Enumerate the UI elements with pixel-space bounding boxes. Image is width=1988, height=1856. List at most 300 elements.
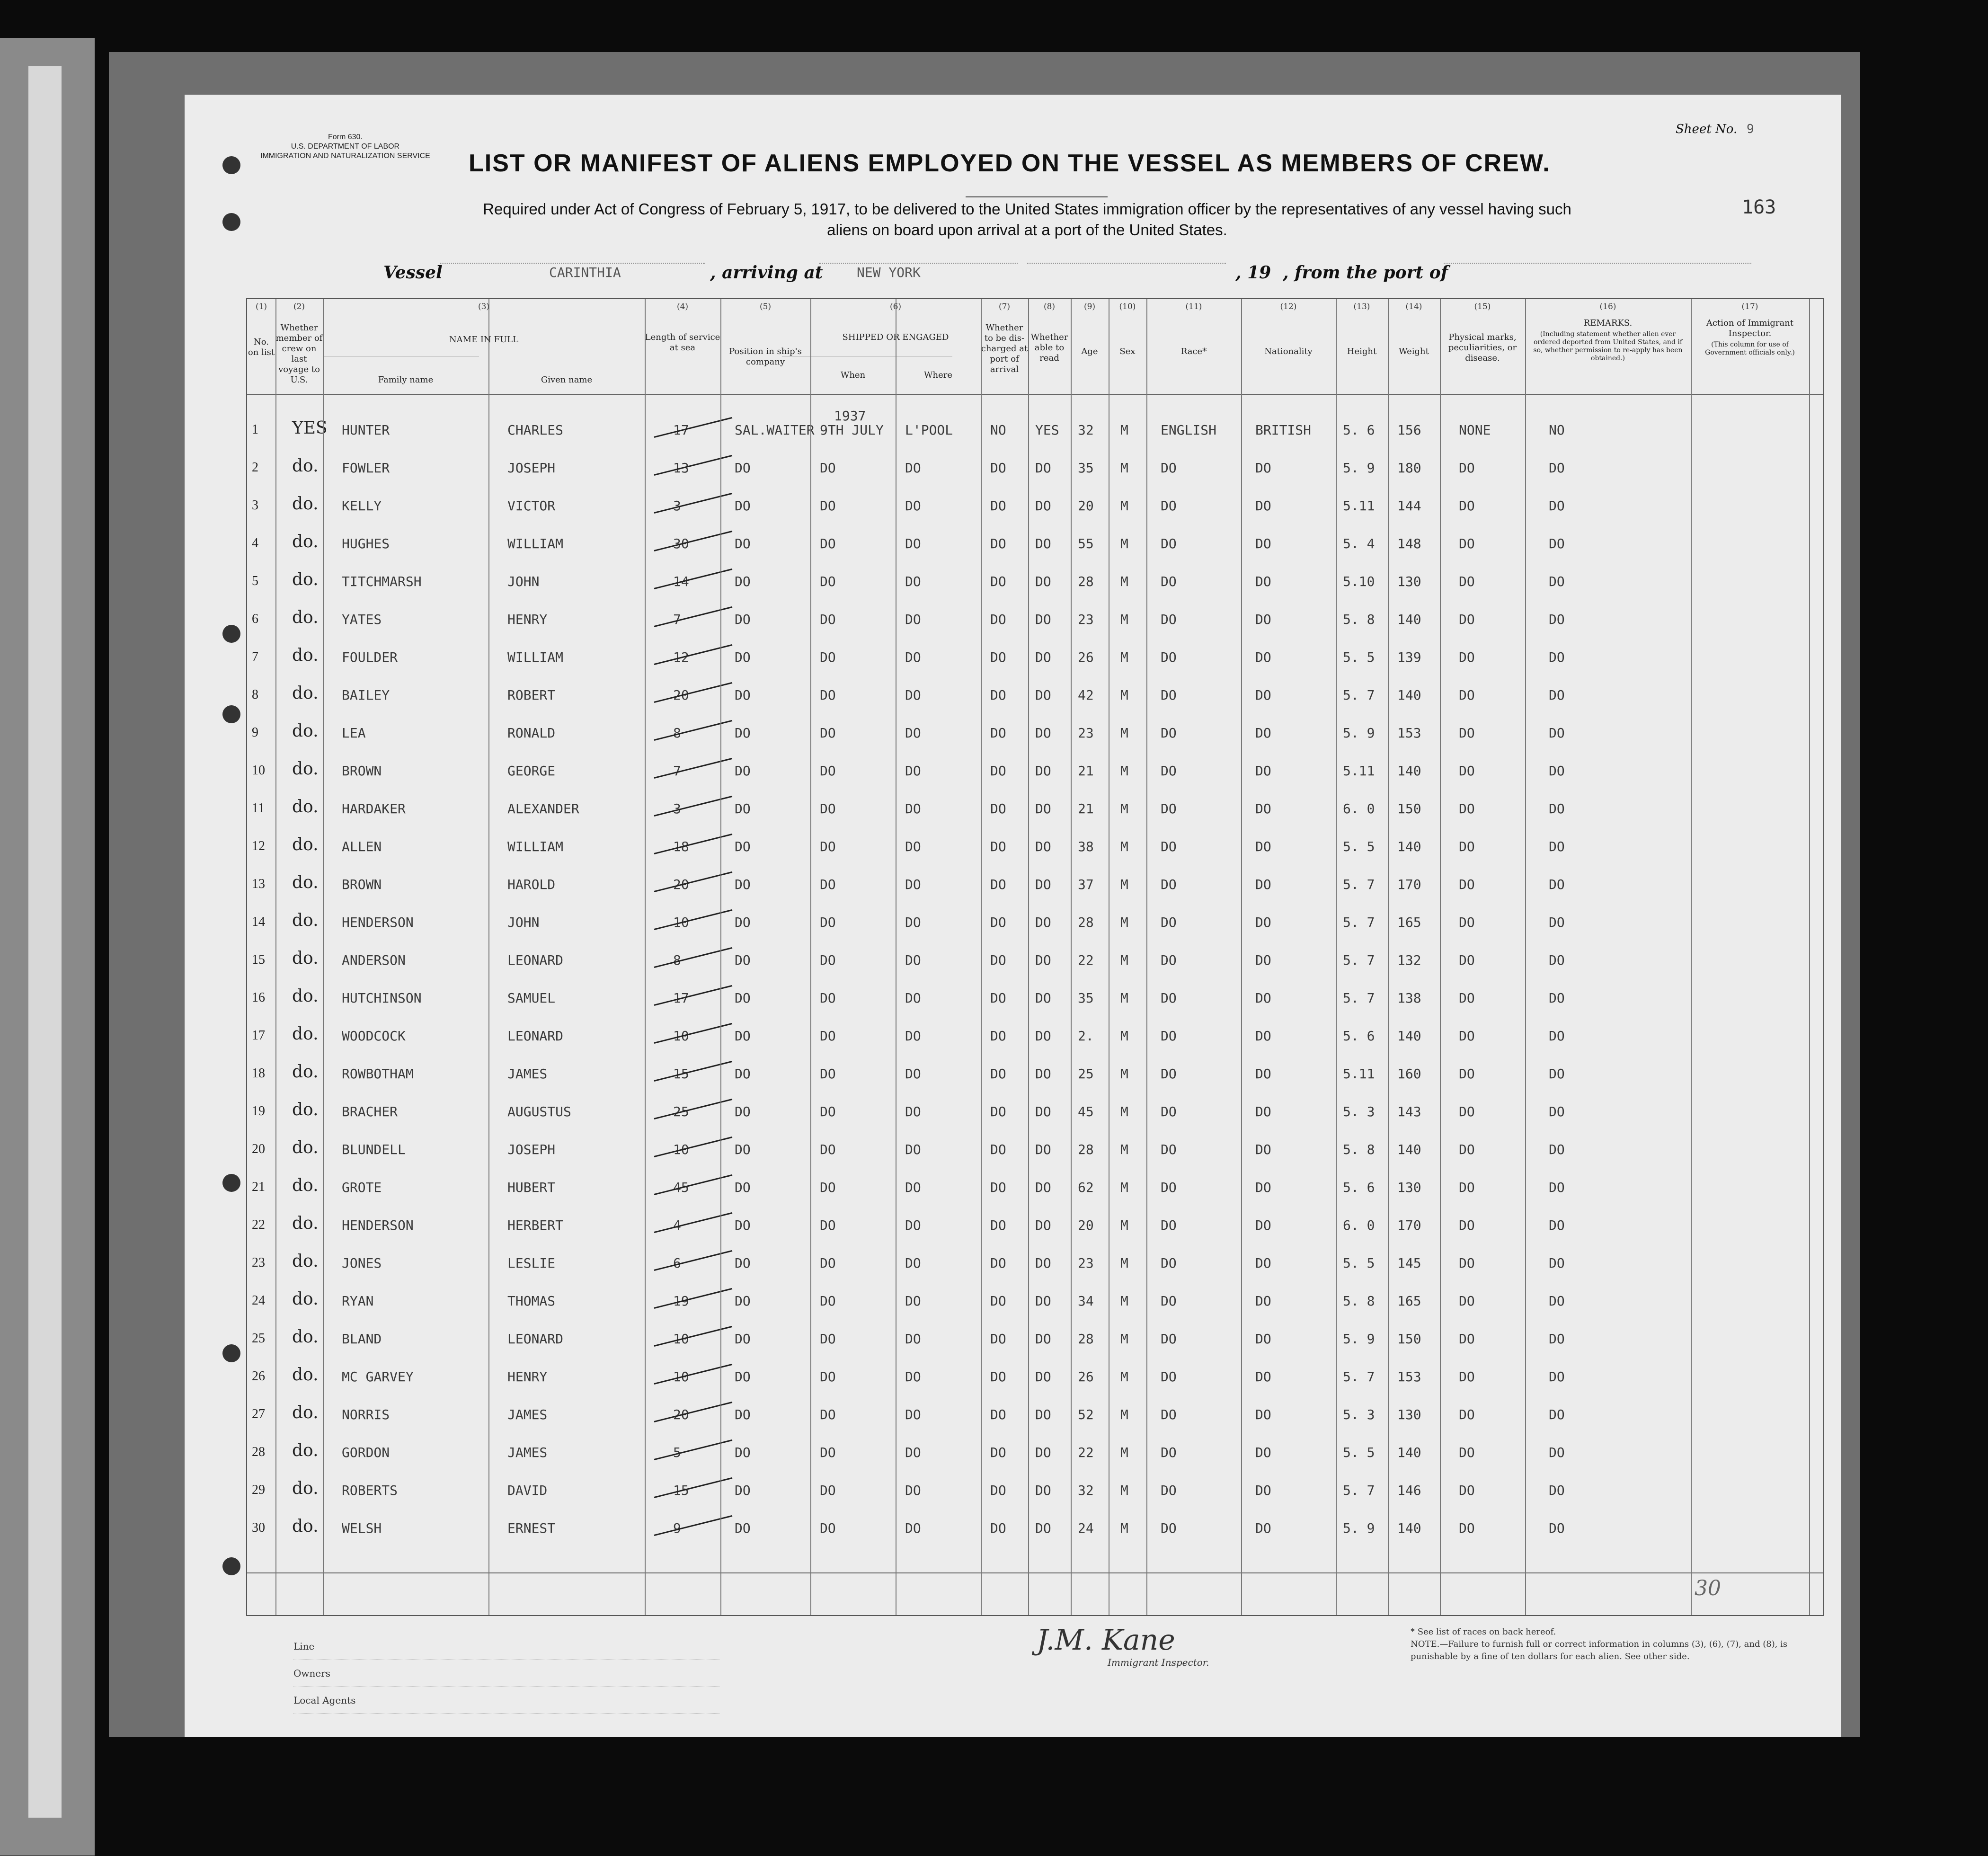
discharged-flag-cell: DO: [990, 612, 1006, 627]
shipped-when-cell: DO: [820, 498, 836, 514]
row-number-cell: 23: [252, 1255, 265, 1270]
nationality-cell: DO: [1255, 1331, 1271, 1347]
col-16-num: (16): [1599, 302, 1616, 311]
nationality-cell: DO: [1255, 687, 1271, 703]
shipped-where-cell: DO: [905, 1255, 921, 1271]
nationality-cell: DO: [1255, 1066, 1271, 1082]
service-length-cell: 10: [673, 1331, 689, 1347]
able-to-read-cell: DO: [1035, 498, 1051, 514]
remarks-cell: DO: [1549, 1142, 1565, 1157]
shipped-where-cell: DO: [905, 498, 921, 514]
weight-cell: 148: [1397, 536, 1421, 551]
able-to-read-cell: DO: [1035, 990, 1051, 1006]
discharged-flag-cell: DO: [990, 1028, 1006, 1044]
punch-hole: [222, 156, 240, 174]
shipped-where-cell: DO: [905, 952, 921, 968]
able-to-read-cell: DO: [1035, 460, 1051, 476]
remarks-cell: DO: [1549, 952, 1565, 968]
service-length-cell: 3: [673, 498, 681, 514]
row-number-cell: 10: [252, 763, 265, 778]
physical-marks-cell: DO: [1459, 1028, 1475, 1044]
age-cell: 28: [1078, 915, 1094, 930]
row-number-cell: 17: [252, 1028, 265, 1043]
crew-last-voyage-cell: do.: [292, 759, 319, 779]
shipped-when-cell: DO: [820, 915, 836, 930]
height-cell: 5. 4: [1343, 536, 1375, 551]
row-number-cell: 2: [252, 460, 258, 475]
service-length-cell: 17: [673, 422, 689, 438]
remarks-cell: DO: [1549, 612, 1565, 627]
age-cell: 21: [1078, 801, 1094, 817]
remarks-cell: DO: [1549, 1369, 1565, 1385]
family-name-cell: ALLEN: [342, 839, 382, 854]
remarks-cell: DO: [1549, 1331, 1565, 1347]
row-number-cell: 26: [252, 1369, 265, 1384]
ship-position-cell: DO: [735, 725, 751, 741]
discharged-flag-cell: DO: [990, 1142, 1006, 1157]
col-11-header: Race*: [1180, 346, 1207, 356]
weight-cell: 180: [1397, 460, 1421, 476]
col-16-note: (Including statement whether alien ever ordered deported from United States, and if so, whether permission to re-apply has been obtained.): [1533, 330, 1683, 362]
shipped-where-cell: DO: [905, 1142, 921, 1157]
crew-last-voyage-cell: do.: [292, 1289, 319, 1309]
able-to-read-cell: DO: [1035, 915, 1051, 930]
col-7-num: (7): [998, 302, 1011, 311]
crew-last-voyage-cell: do.: [292, 721, 319, 741]
given-name-cell: WILLIAM: [507, 839, 564, 854]
remarks-cell: DO: [1549, 1483, 1565, 1498]
punch-hole: [222, 213, 240, 231]
able-to-read-cell: DO: [1035, 687, 1051, 703]
height-cell: 5. 9: [1343, 725, 1375, 741]
race-cell: DO: [1161, 915, 1177, 930]
race-cell: DO: [1161, 990, 1177, 1006]
service-length-cell: 10: [673, 1142, 689, 1157]
nationality-cell: DO: [1255, 990, 1271, 1006]
physical-marks-cell: DO: [1459, 1483, 1475, 1498]
remarks-cell: DO: [1549, 1255, 1565, 1271]
race-cell: DO: [1161, 839, 1177, 854]
given-name-cell: AUGUSTUS: [507, 1104, 571, 1119]
shipped-where-cell: DO: [905, 801, 921, 817]
remarks-cell: DO: [1549, 877, 1565, 892]
physical-marks-cell: NONE: [1459, 422, 1491, 438]
remarks-cell: DO: [1549, 1180, 1565, 1195]
race-cell: DO: [1161, 763, 1177, 779]
shipped-when-cell: DO: [820, 877, 836, 892]
family-name-cell: ANDERSON: [342, 952, 406, 968]
given-name-cell: JOSEPH: [507, 460, 556, 476]
column-rule: [1525, 299, 1526, 1615]
sex-cell: M: [1120, 1217, 1128, 1233]
local-agents-label: Local Agents: [293, 1687, 719, 1714]
column-rule: [1691, 299, 1692, 1615]
shipped-where-cell: DO: [905, 725, 921, 741]
weight-cell: 153: [1397, 725, 1421, 741]
shipped-when-cell: DO: [820, 1407, 836, 1422]
nationality-cell: DO: [1255, 1483, 1271, 1498]
discharged-flag-cell: DO: [990, 952, 1006, 968]
family-name-cell: HENDERSON: [342, 1217, 414, 1233]
column-rule: [323, 299, 324, 1615]
row-number-cell: 16: [252, 990, 265, 1005]
column-rule: [1809, 299, 1810, 1615]
family-name-cell: HUTCHINSON: [342, 990, 422, 1006]
age-cell: 38: [1078, 839, 1094, 854]
age-cell: 20: [1078, 498, 1094, 514]
crew-last-voyage-cell: do.: [292, 456, 319, 476]
given-name-cell: LEONARD: [507, 952, 564, 968]
shipped-when-cell: DO: [820, 1255, 836, 1271]
race-cell: DO: [1161, 574, 1177, 589]
col-5-header: Position in ship's company: [729, 346, 802, 367]
crew-last-voyage-cell: do.: [292, 1176, 319, 1195]
race-cell: DO: [1161, 1180, 1177, 1195]
discharged-flag-cell: DO: [990, 990, 1006, 1006]
vessel-label: Vessel: [383, 263, 443, 283]
age-cell: 42: [1078, 687, 1094, 703]
physical-marks-cell: DO: [1459, 952, 1475, 968]
given-name-cell: JOHN: [507, 915, 540, 930]
physical-marks-cell: DO: [1459, 536, 1475, 551]
nationality-cell: DO: [1255, 1255, 1271, 1271]
given-name-cell: JOHN: [507, 574, 540, 589]
arriving-dotline: [819, 263, 1018, 264]
shipped-where-cell: DO: [905, 1520, 921, 1536]
able-to-read-cell: DO: [1035, 952, 1051, 968]
discharged-flag-cell: DO: [990, 763, 1006, 779]
physical-marks-cell: DO: [1459, 460, 1475, 476]
weight-cell: 132: [1397, 952, 1421, 968]
family-name-cell: LEA: [342, 725, 366, 741]
crew-last-voyage-cell: do.: [292, 797, 319, 817]
weight-cell: 170: [1397, 1217, 1421, 1233]
physical-marks-cell: DO: [1459, 1369, 1475, 1385]
column-rule: [1440, 299, 1441, 1615]
crew-last-voyage-cell: do.: [292, 1517, 319, 1536]
able-to-read-cell: DO: [1035, 1293, 1051, 1309]
row-number-cell: 3: [252, 498, 258, 513]
age-cell: 23: [1078, 612, 1094, 627]
height-cell: 5. 7: [1343, 1369, 1375, 1385]
discharged-flag-cell: DO: [990, 725, 1006, 741]
col-13-header: Height: [1347, 346, 1377, 356]
service-length-cell: 19: [673, 1293, 689, 1309]
family-name-cell: WELSH: [342, 1520, 382, 1536]
family-name-cell: YATES: [342, 612, 382, 627]
physical-marks-cell: DO: [1459, 498, 1475, 514]
crew-last-voyage-cell: YES: [292, 418, 328, 438]
race-cell: DO: [1161, 952, 1177, 968]
service-length-cell: 3: [673, 801, 681, 817]
service-length-cell: 30: [673, 536, 689, 551]
discharged-flag-cell: DO: [990, 915, 1006, 930]
where-header: Where: [923, 370, 952, 380]
shipped-when-cell: DO: [820, 1217, 836, 1233]
row-number-cell: 13: [252, 877, 265, 891]
height-cell: 6. 0: [1343, 801, 1375, 817]
race-cell: DO: [1161, 801, 1177, 817]
service-length-cell: 8: [673, 952, 681, 968]
nationality-cell: DO: [1255, 1180, 1271, 1195]
race-cell: DO: [1161, 1255, 1177, 1271]
nationality-cell: DO: [1255, 877, 1271, 892]
col-15-header: Physical marks, peculiarities, or disease.: [1448, 332, 1517, 363]
sex-cell: M: [1120, 1028, 1128, 1044]
service-length-cell: 9: [673, 1520, 681, 1536]
row-number-cell: 24: [252, 1293, 265, 1308]
given-name-cell: ROBERT: [507, 687, 556, 703]
ship-position-cell: DO: [735, 687, 751, 703]
family-name-cell: TITCHMARSH: [342, 574, 422, 589]
ship-position-cell: DO: [735, 1293, 751, 1309]
height-cell: 5. 9: [1343, 1331, 1375, 1347]
family-name-header: Family name: [378, 375, 434, 385]
service-length-cell: 20: [673, 877, 689, 892]
col-14-num: (14): [1405, 302, 1422, 311]
sex-cell: M: [1120, 460, 1128, 476]
punch-hole: [222, 705, 240, 723]
physical-marks-cell: DO: [1459, 1293, 1475, 1309]
physical-marks-cell: DO: [1459, 725, 1475, 741]
sex-cell: M: [1120, 1255, 1128, 1271]
col-17-note: (This column for use of Government officials only.): [1705, 341, 1795, 356]
crew-last-voyage-cell: do.: [292, 986, 319, 1006]
header-divider: [247, 394, 1823, 395]
ship-position-cell: DO: [735, 839, 751, 854]
given-name-cell: LEONARD: [507, 1028, 564, 1044]
when-header: When: [840, 370, 866, 380]
col-10-num: (10): [1119, 302, 1136, 311]
row-number-cell: 15: [252, 952, 265, 967]
crew-last-voyage-cell: do.: [292, 608, 319, 627]
age-cell: 55: [1078, 536, 1094, 551]
race-cell: DO: [1161, 1520, 1177, 1536]
nationality-cell: DO: [1255, 1217, 1271, 1233]
row-number-cell: 8: [252, 687, 258, 702]
col-13-num: (13): [1353, 302, 1370, 311]
given-name-cell: WILLIAM: [507, 536, 564, 551]
subtitle-line-1: Required under Act of Congress of February 5, 1917, to be delivered to the United States immigration officer by the representatives of any vessel having such: [483, 200, 1571, 218]
shipped-where-cell: DO: [905, 1293, 921, 1309]
age-cell: 23: [1078, 725, 1094, 741]
col-15-num: (15): [1474, 302, 1491, 311]
discharged-flag-cell: DO: [990, 839, 1006, 854]
col-12-num: (12): [1280, 302, 1297, 311]
nationality-cell: DO: [1255, 649, 1271, 665]
height-cell: 5. 7: [1343, 915, 1375, 930]
race-cell: DO: [1161, 498, 1177, 514]
col-17-num: (17): [1741, 302, 1758, 311]
weight-cell: 144: [1397, 498, 1421, 514]
weight-cell: 130: [1397, 1407, 1421, 1422]
physical-marks-cell: DO: [1459, 915, 1475, 930]
crew-last-voyage-cell: do.: [292, 1138, 319, 1157]
able-to-read-cell: DO: [1035, 536, 1051, 551]
weight-cell: 140: [1397, 763, 1421, 779]
family-name-cell: BLUNDELL: [342, 1142, 406, 1157]
weight-cell: 140: [1397, 839, 1421, 854]
discharged-flag-cell: DO: [990, 1520, 1006, 1536]
shipped-when-cell: 9TH JULY: [820, 422, 884, 438]
family-name-cell: BLAND: [342, 1331, 382, 1347]
crew-last-voyage-cell: do.: [292, 1062, 319, 1082]
able-to-read-cell: DO: [1035, 1483, 1051, 1498]
ship-position-cell: DO: [735, 1142, 751, 1157]
height-cell: 5. 8: [1343, 612, 1375, 627]
age-cell: 34: [1078, 1293, 1094, 1309]
sex-cell: M: [1120, 649, 1128, 665]
shipped-when-cell: DO: [820, 1066, 836, 1082]
row-number-cell: 20: [252, 1142, 265, 1156]
family-name-cell: GORDON: [342, 1445, 390, 1460]
sex-cell: M: [1120, 1369, 1128, 1385]
remarks-cell: DO: [1549, 498, 1565, 514]
row-number-cell: 29: [252, 1483, 265, 1497]
height-cell: 5. 7: [1343, 990, 1375, 1006]
sex-cell: M: [1120, 498, 1128, 514]
family-name-cell: KELLY: [342, 498, 382, 514]
ship-position-cell: DO: [735, 952, 751, 968]
height-cell: 5. 3: [1343, 1104, 1375, 1119]
service-length-cell: 12: [673, 649, 689, 665]
height-cell: 6. 0: [1343, 1217, 1375, 1233]
col-5-num: (5): [759, 302, 772, 311]
age-cell: 37: [1078, 877, 1094, 892]
shipped-where-cell: DO: [905, 574, 921, 589]
family-name-cell: HENDERSON: [342, 915, 414, 930]
shipped-when-cell: DO: [820, 763, 836, 779]
able-to-read-cell: DO: [1035, 1104, 1051, 1119]
nationality-cell: DO: [1255, 498, 1271, 514]
nationality-cell: DO: [1255, 1445, 1271, 1460]
col-7-header: Whether to be dis-charged at port of arrival: [981, 323, 1028, 374]
discharged-flag-cell: DO: [990, 801, 1006, 817]
shipped-when-cell: DO: [820, 1445, 836, 1460]
given-name-cell: ERNEST: [507, 1520, 556, 1536]
shipped-where-cell: DO: [905, 839, 921, 854]
sex-cell: M: [1120, 612, 1128, 627]
family-name-cell: BAILEY: [342, 687, 390, 703]
column-rule: [1336, 299, 1337, 1615]
service-length-cell: 14: [673, 574, 689, 589]
given-name-cell: RONALD: [507, 725, 556, 741]
height-cell: 5.11: [1343, 763, 1375, 779]
able-to-read-cell: DO: [1035, 1142, 1051, 1157]
row-number-cell: 14: [252, 915, 265, 929]
col-3-num: (3): [478, 302, 490, 311]
physical-marks-cell: DO: [1459, 649, 1475, 665]
weight-cell: 146: [1397, 1483, 1421, 1498]
crew-last-voyage-cell: do.: [292, 646, 319, 665]
column-rule: [720, 299, 721, 1615]
discharged-flag-cell: DO: [990, 1104, 1006, 1119]
family-name-cell: NORRIS: [342, 1407, 390, 1422]
sex-cell: M: [1120, 763, 1128, 779]
weight-cell: 145: [1397, 1255, 1421, 1271]
shipped-when-cell: DO: [820, 1104, 836, 1119]
shipped-where-cell: DO: [905, 536, 921, 551]
race-cell: DO: [1161, 1407, 1177, 1422]
weight-cell: 165: [1397, 1293, 1421, 1309]
row-number-cell: 25: [252, 1331, 265, 1346]
age-cell: 20: [1078, 1217, 1094, 1233]
physical-marks-cell: DO: [1459, 1142, 1475, 1157]
remarks-cell: DO: [1549, 1407, 1565, 1422]
crew-last-voyage-cell: do.: [292, 949, 319, 968]
ship-position-cell: DO: [735, 1483, 751, 1498]
discharged-flag-cell: DO: [990, 1445, 1006, 1460]
age-cell: 2.: [1078, 1028, 1094, 1044]
remarks-cell: DO: [1549, 839, 1565, 854]
weight-cell: 140: [1397, 1520, 1421, 1536]
family-name-cell: ROWBOTHAM: [342, 1066, 414, 1082]
able-to-read-cell: DO: [1035, 839, 1051, 854]
ship-position-cell: DO: [735, 460, 751, 476]
row-number-cell: 7: [252, 649, 258, 664]
age-cell: 28: [1078, 1142, 1094, 1157]
family-name-cell: JONES: [342, 1255, 382, 1271]
year-label: , 19: [1235, 263, 1271, 283]
crew-last-voyage-cell: do.: [292, 1252, 319, 1271]
family-name-cell: BROWN: [342, 877, 382, 892]
age-cell: 21: [1078, 763, 1094, 779]
shipped-where-cell: DO: [905, 763, 921, 779]
weight-cell: 140: [1397, 1445, 1421, 1460]
physical-marks-cell: DO: [1459, 1331, 1475, 1347]
height-cell: 5. 9: [1343, 460, 1375, 476]
remarks-cell: DO: [1549, 1445, 1565, 1460]
height-cell: 5. 8: [1343, 1293, 1375, 1309]
nationality-cell: DO: [1255, 536, 1271, 551]
service-length-cell: 10: [673, 1028, 689, 1044]
given-name-cell: JOSEPH: [507, 1142, 556, 1157]
sex-cell: M: [1120, 422, 1128, 438]
discharged-flag-cell: DO: [990, 1066, 1006, 1082]
shipped-where-cell: DO: [905, 1217, 921, 1233]
height-cell: 5. 3: [1343, 1407, 1375, 1422]
department-name: U.S. DEPARTMENT OF LABOR: [291, 142, 400, 151]
service-length-cell: 10: [673, 1369, 689, 1385]
col-1-header: No. on list: [248, 337, 275, 357]
nationality-cell: DO: [1255, 612, 1271, 627]
row-number-cell: 6: [252, 612, 258, 626]
physical-marks-cell: DO: [1459, 1066, 1475, 1082]
ship-position-cell: DO: [735, 1104, 751, 1119]
able-to-read-cell: DO: [1035, 763, 1051, 779]
able-to-read-cell: DO: [1035, 1331, 1051, 1347]
col-4-header: Length of service at sea: [645, 332, 720, 353]
race-cell: DO: [1161, 460, 1177, 476]
family-name-cell: BRACHER: [342, 1104, 398, 1119]
inspector-signature: J.M. Kane: [1037, 1624, 1175, 1657]
sex-cell: M: [1120, 1483, 1128, 1498]
given-name-cell: GEORGE: [507, 763, 556, 779]
shipped-where-cell: L'POOL: [905, 422, 953, 438]
punch-hole: [222, 1174, 240, 1192]
race-cell: DO: [1161, 612, 1177, 627]
service-length-cell: 4: [673, 1217, 681, 1233]
age-cell: 26: [1078, 649, 1094, 665]
row-number-cell: 18: [252, 1066, 265, 1081]
remarks-cell: DO: [1549, 990, 1565, 1006]
height-cell: 5. 7: [1343, 1483, 1375, 1498]
col-3-header: NAME IN FULL: [449, 335, 519, 345]
row-number-cell: 1: [252, 422, 258, 437]
nationality-cell: DO: [1255, 1407, 1271, 1422]
race-cell: DO: [1161, 725, 1177, 741]
weight-cell: 140: [1397, 687, 1421, 703]
